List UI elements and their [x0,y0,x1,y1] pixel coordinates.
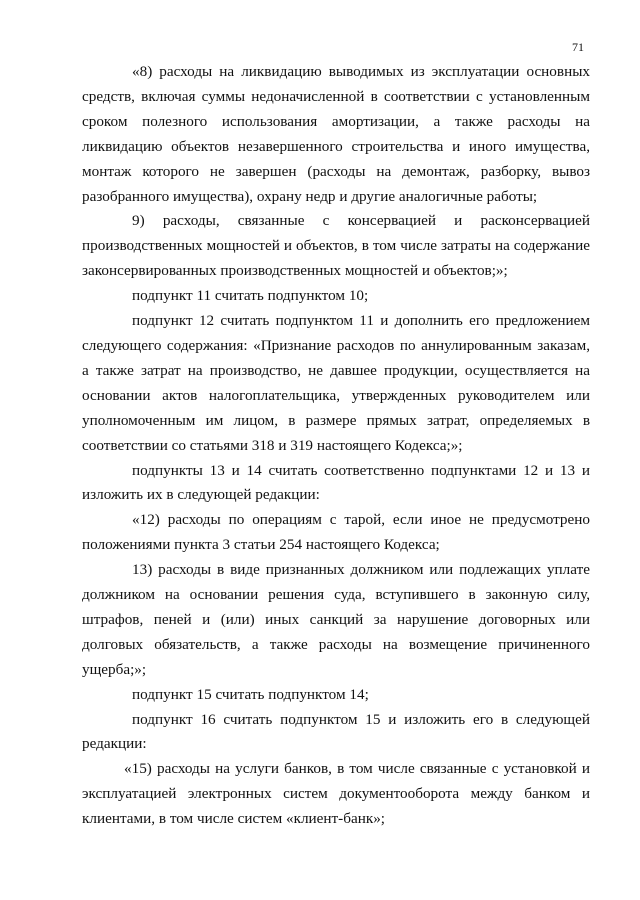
paragraph-subitems-13-14: подпункты 13 и 14 считать соответственно подпунктами 12 и 13 и изложить их в следующей редакции: [82,461,590,504]
paragraph-item-8: «8) расходы на ликвидацию выводимых из эксплуатации основных средств, включая суммы недоначисленной в соответствии с установленным сроком полезного использования амортизации, а также расходы на ликвидацию объектов незавершенного строительства и иного имущества, монтаж которого не завершен (расходы на демонтаж, разборку, вывоз разобранного имущества), охрану недр и другие аналогичные работы; [82,63,590,205]
paragraph-subitem-12: подпункт 12 считать подпунктом 11 и дополнить его предложением следующего содержания: «Признание расходов по аннулированным заказам, а также затрат на производство, не давшее продукции, осуществляется на основании актов налогоплательщика, утвержденных руководителем или уполномоченным им лицом, в размере прямых затрат, определяемых в соответствии со статьями 318 и 319 настоящего Кодекса;»; [82,312,590,454]
paragraph-subitem-15: подпункт 15 считать подпунктом 14; [132,685,369,703]
paragraph-item-13: 13) расходы в виде признанных должником или подлежащих уплате должником на основании решения суда, вступившего в законную силу, штрафов, пеней и (или) иных санкций за нарушение договорных или долговых обязательств, а также расходы на возмещение причиненного ущерба;»; [82,561,590,678]
document-body [82,60,590,832]
paragraph-subitem-11: подпункт 11 считать подпунктом 10; [132,287,369,305]
paragraph-item-15: «15) расходы на услуги банков, в том числе связанные с установкой и эксплуатацией электронных систем документооборота между банком и клиентами, в том числе систем «клиент-банк»; [82,760,590,828]
paragraph-subitem-16: подпункт 16 считать подпунктом 15 и изложить его в следующей редакции: [82,710,590,753]
paragraph-item-12: «12) расходы по операциям с тарой, если иное не предусмотрено положениями пункта 3 статьи 254 настоящего Кодекса; [82,511,590,554]
page-number: 71 [572,40,584,54]
paragraph-item-9: 9) расходы, связанные с консервацией и расконсервацией производственных мощностей и объектов, в том числе затраты на содержание законсервированных производственных мощностей и объектов;»; [82,212,590,280]
